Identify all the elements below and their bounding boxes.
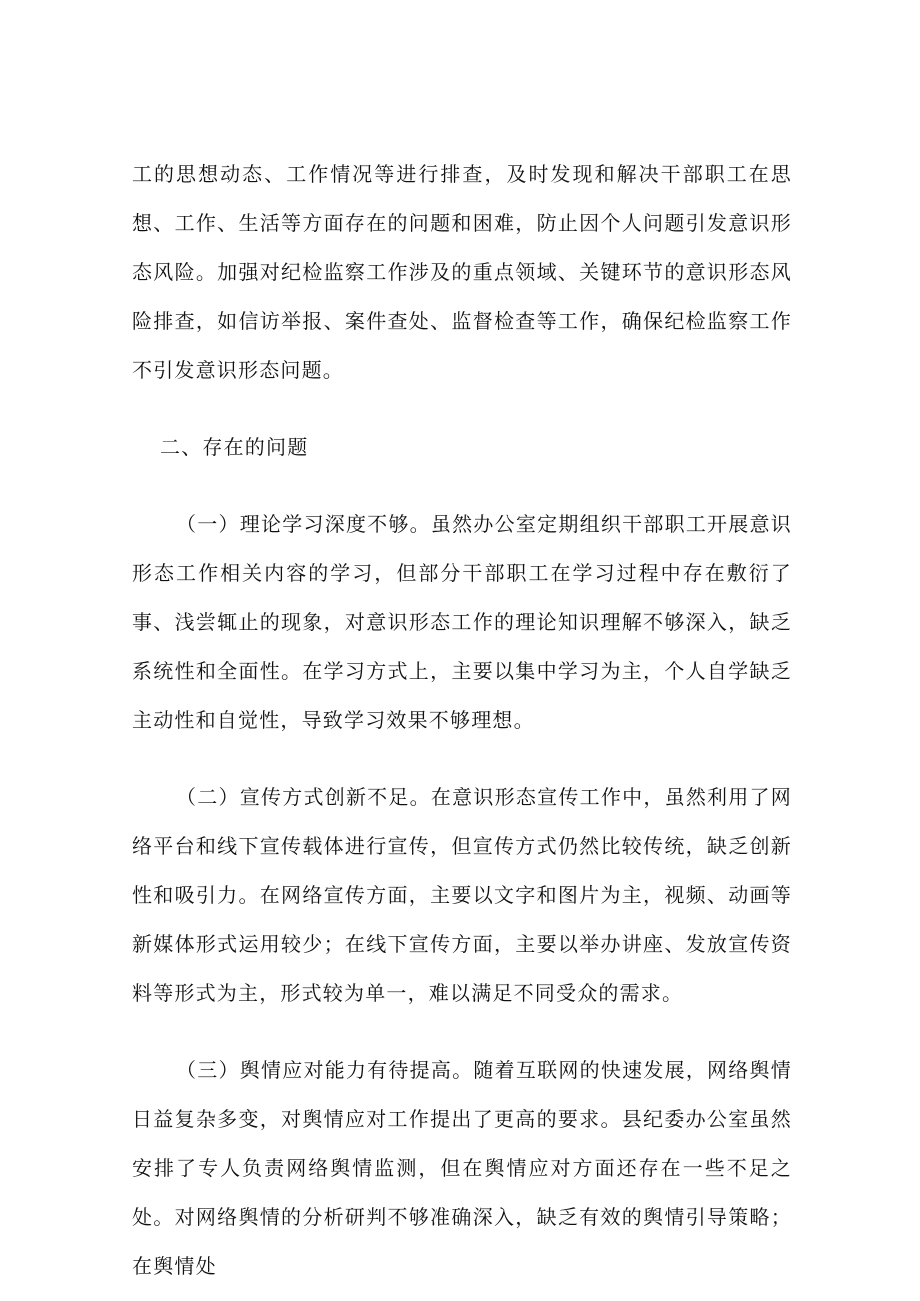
paragraph-item-3: （三）舆情应对能力有待提高。随着互联网的快速发展，网络舆情日益复杂多变，对舆情应对工作提出了更高的要求。县纪委办公室虽然安排了专人负责网络舆情监测，但在舆情应对方面还存在一些不足之处。对网络舆情的分析研判不够准确深入，缺乏有效的舆情引导策略；在舆情处: [132, 1058, 792, 1278]
paragraph-item-1: （一）理论学习深度不够。虽然办公室定期组织干部职工开展意识形态工作相关内容的学习，但部分干部职工在学习过程中存在敷衍了事、浅尝辄止的现象，对意识形态工作的理论知识理解不够深入，缺乏系统性和全面性。在学习方式上，主要以集中学习为主，个人自学缺乏主动性和自觉性，导致学习效果不够理想。: [132, 512, 792, 732]
paragraph-item-2: （二）宣传方式创新不足。在意识形态宣传工作中，虽然利用了网络平台和线下宣传载体进行宣传，但宣传方式仍然比较传统，缺乏创新性和吸引力。在网络宣传方面，主要以文字和图片为主，视频、动画等新媒体形式运用较少；在线下宣传方面，主要以举办讲座、发放宣传资料等形式为主，形式较为单一，难以满足不同受众的需求。: [132, 785, 792, 1005]
section-heading: 二、存在的问题: [160, 435, 309, 459]
paragraph-continuation: 工的思想动态、工作情况等进行排查，及时发现和解决干部职工在思想、工作、生活等方面存在的问题和困难，防止因个人问题引发意识形态风险。加强对纪检监察工作涉及的重点领域、关键环节的意识形态风险排查，如信访举报、案件查处、监督检查等工作，确保纪检监察工作不引发意识形态问题。: [132, 162, 792, 382]
document-body: [132, 150, 792, 1291]
